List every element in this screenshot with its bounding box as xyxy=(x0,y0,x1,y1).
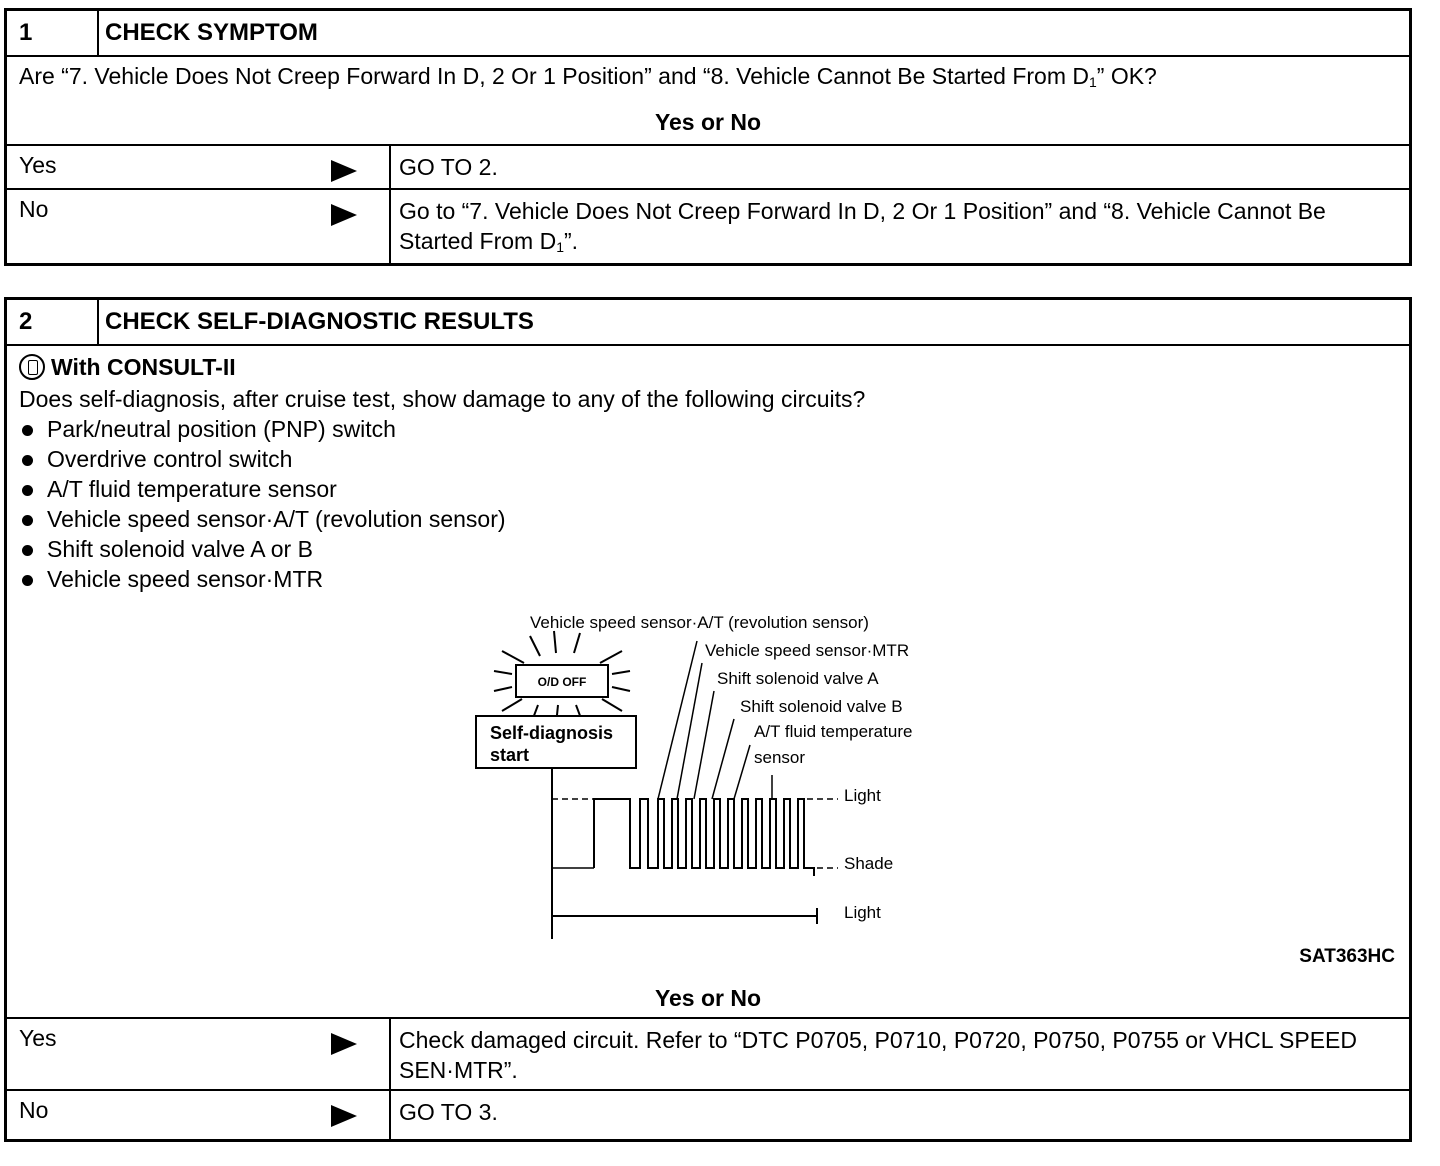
label-shade: Shade xyxy=(844,854,894,873)
step-title: CHECK SELF-DIAGNOSTIC RESULTS xyxy=(105,308,534,335)
self-diagnosis-label: Self-diagnosis xyxy=(490,723,614,743)
arrow-right-icon xyxy=(331,1105,357,1127)
consult-tester-icon xyxy=(19,354,45,380)
pulse-waveform xyxy=(594,799,814,876)
arrow-right-icon xyxy=(331,1033,357,1055)
step-number: 1 xyxy=(7,11,99,55)
answer-result-no: Go to “7. Vehicle Does Not Creep Forward In D, 2 Or 1 Position” and “8. Vehicle Cannot Be Started From $D_1$”. xyxy=(399,198,1326,255)
answer-row-yes xyxy=(7,1019,1409,1091)
step-number: 2 xyxy=(7,300,99,344)
self-diagnosis-diagram xyxy=(472,601,992,941)
answer-label-yes: Yes xyxy=(7,146,391,188)
step-2-box xyxy=(4,297,1412,1142)
arrow-right-icon xyxy=(331,204,357,226)
step-question: Does self-diagnosis, after cruise test, show damage to any of the following circuits? xyxy=(19,386,866,412)
answer-row-no xyxy=(7,1091,1409,1139)
label-fluid: sensor xyxy=(754,748,806,767)
leader-lines xyxy=(658,641,772,799)
step-2-description xyxy=(19,384,865,594)
label-ssb: Shift solenoid valve B xyxy=(740,697,903,716)
answer-label-no: No xyxy=(7,190,391,263)
step-1-header xyxy=(7,11,1409,57)
label-light-upper: Light xyxy=(844,786,881,805)
step-1-question-row xyxy=(7,57,1409,146)
answer-result-no: GO TO 3. xyxy=(399,1099,498,1125)
step-2-body xyxy=(7,346,1409,1019)
list-item: Overdrive control switch xyxy=(19,444,865,474)
answer-result-yes: GO TO 2. xyxy=(399,154,498,180)
od-off-label: O/D OFF xyxy=(537,675,587,689)
answer-label-yes: Yes xyxy=(7,1019,391,1089)
label-vss-mtr: Vehicle speed sensor·MTR xyxy=(705,641,910,660)
step-1-box xyxy=(4,8,1412,266)
self-diagnosis-label: start xyxy=(490,745,530,765)
label-light-lower: Light xyxy=(844,903,881,922)
list-item: Vehicle speed sensor·MTR xyxy=(19,564,865,594)
answer-result-yes: Check damaged circuit. Refer to “DTC P0705, P0710, P0720, P0750, P0755 or VHCL SPEED SEN·MTR”. xyxy=(399,1027,1357,1083)
figure-code: SAT363HC xyxy=(1299,946,1395,967)
step-title: CHECK SYMPTOM xyxy=(105,19,318,46)
answer-row-yes xyxy=(7,146,1409,190)
answer-label-no: No xyxy=(7,1091,391,1139)
answer-row-no xyxy=(7,190,1409,263)
yes-or-no-label: Yes or No xyxy=(654,985,762,1011)
label-fluid: A/T fluid temperature xyxy=(754,722,913,741)
label-vss-at: Vehicle speed sensor·A/T (revolution sensor) xyxy=(530,613,869,632)
list-item: Park/neutral position (PNP) switch xyxy=(19,414,865,444)
yes-or-no-label: Yes or No xyxy=(654,109,762,135)
step-2-header xyxy=(7,300,1409,346)
label-ssa: Shift solenoid valve A xyxy=(717,669,879,688)
step-question: Are “7. Vehicle Does Not Creep Forward In D, 2 Or 1 Position” and “8. Vehicle Cannot Be Started From $D_1$” OK? xyxy=(19,63,1157,90)
list-item: Vehicle speed sensor·A/T (revolution sensor) xyxy=(19,504,865,534)
list-item: A/T fluid temperature sensor xyxy=(19,474,865,504)
circuit-list xyxy=(19,414,865,594)
consult-label: With CONSULT-II xyxy=(19,354,236,381)
arrow-right-icon xyxy=(331,160,357,182)
list-item: Shift solenoid valve A or B xyxy=(19,534,865,564)
